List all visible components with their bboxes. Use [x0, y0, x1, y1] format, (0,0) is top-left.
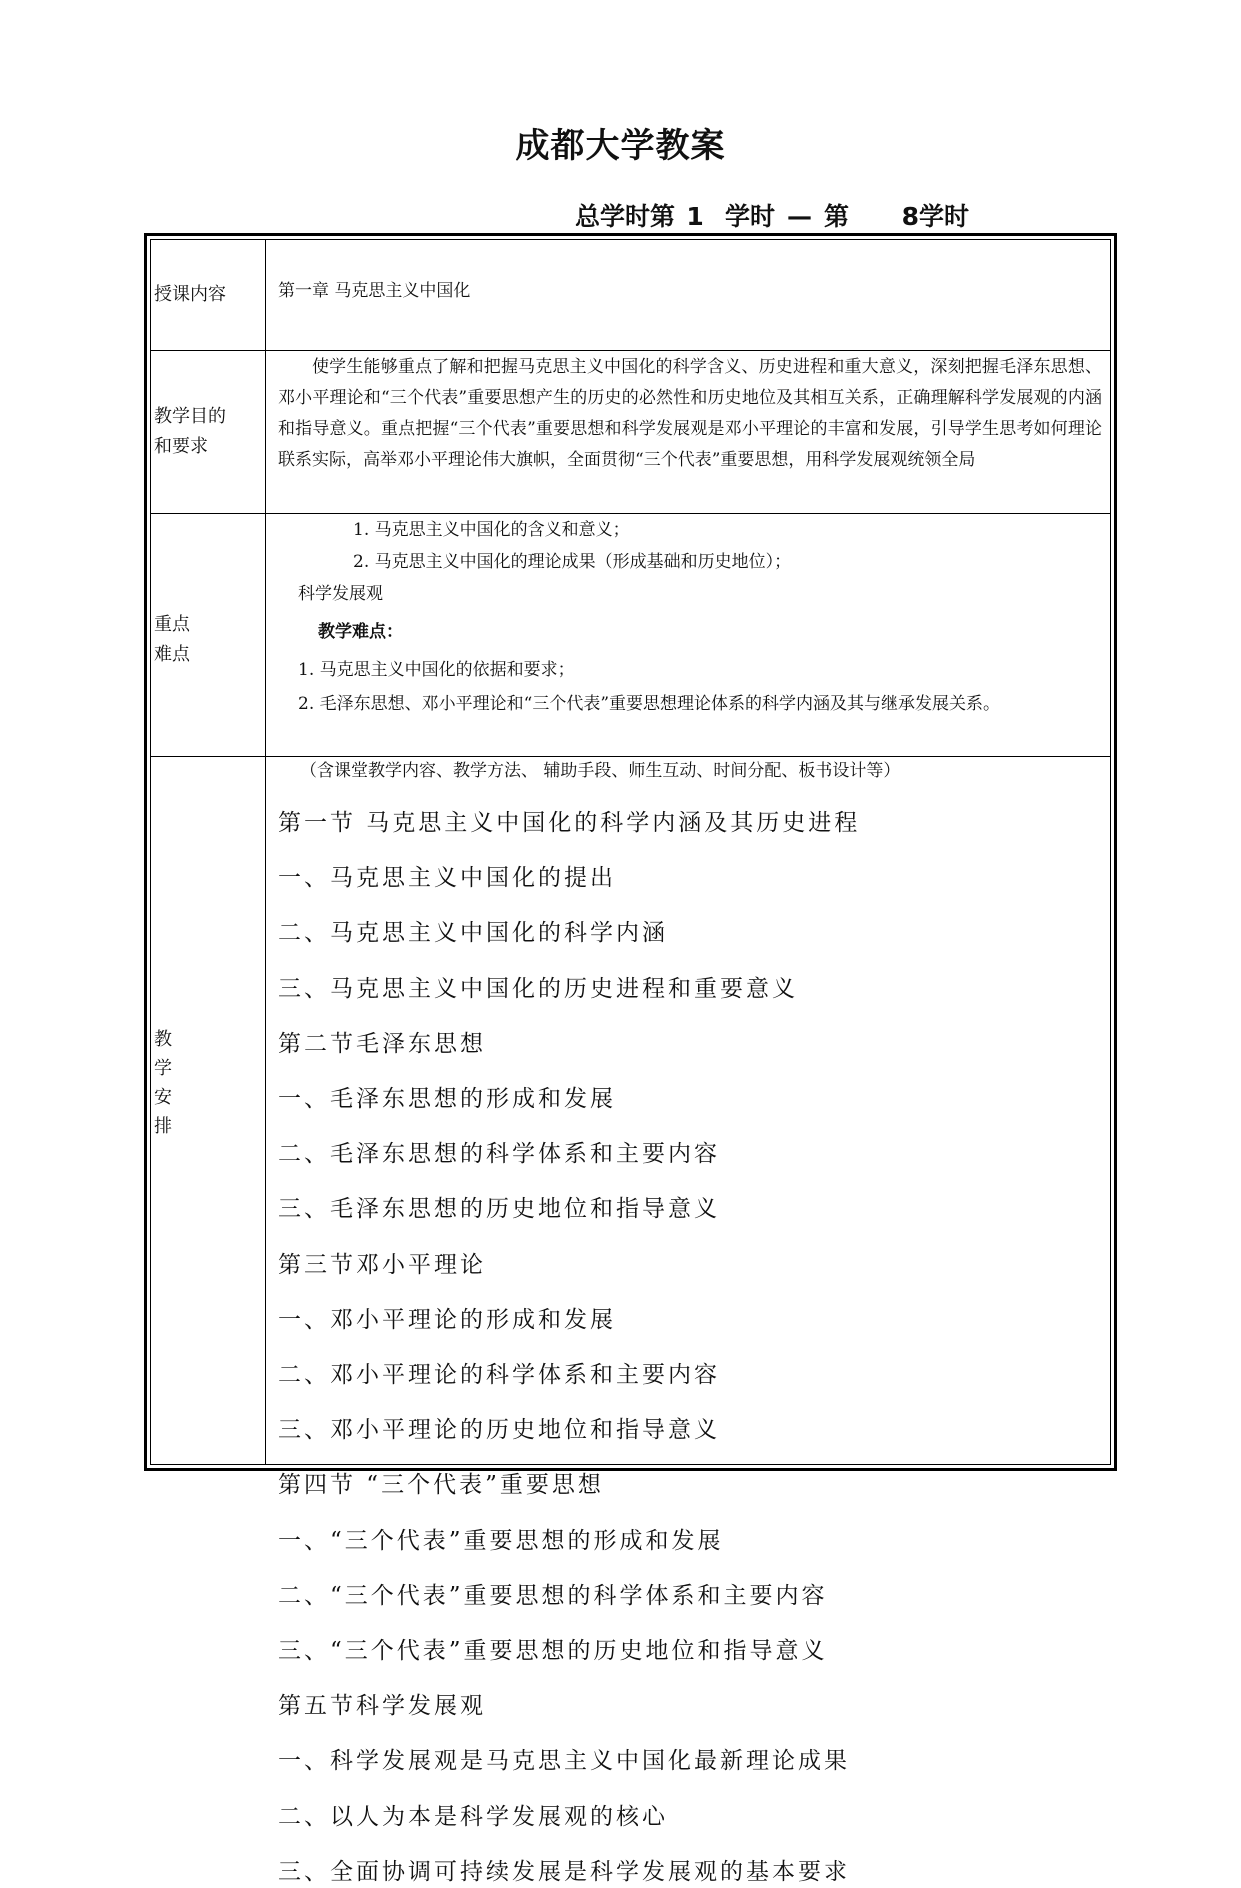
outline-line: 一、马克思主义中国化的提出: [278, 865, 616, 892]
hours-mid: 第: [824, 202, 850, 231]
hours-unit1: 学时: [725, 202, 776, 231]
hours-start: 1: [686, 202, 704, 231]
row-objectives: [151, 351, 1110, 514]
outline-line: 一、毛泽东思想的形成和发展: [278, 1086, 616, 1113]
outline-line: 三、毛泽东思想的历史地位和指导意义: [278, 1196, 720, 1223]
hours-end: 8: [901, 202, 920, 231]
outline-line: 二、马克思主义中国化的科学内涵: [278, 920, 668, 947]
outline-line: 二、邓小平理论的科学体系和主要内容: [278, 1362, 720, 1389]
arrangement-note: （含课堂教学内容、教学方法、 辅助手段、师生互动、时间分配、板书设计等）: [300, 761, 901, 781]
keypoint-item: 科学发展观: [298, 584, 383, 604]
label-keypoints: 重点 难点: [151, 514, 266, 756]
outline-line: 第二节毛泽东思想: [278, 1030, 486, 1057]
difficulty-item: 2. 毛泽东思想、邓小平理论和“三个代表”重要思想理论体系的科学内涵及其与继承发展关系。: [298, 694, 1001, 714]
cell-keypoints: [267, 514, 1110, 756]
label-course-content: 授课内容: [151, 240, 266, 350]
difficulty-item: 1. 马克思主义中国化的依据和要求；: [298, 660, 575, 680]
outline-line: 一、科学发展观是马克思主义中国化最新理论成果: [278, 1748, 850, 1775]
outline-line: 第四节 “三个代表”重要思想: [278, 1472, 604, 1499]
outline-line: 二、毛泽东思想的科学体系和主要内容: [278, 1141, 720, 1168]
outline-line: 一、“三个代表”重要思想的形成和发展: [278, 1527, 724, 1554]
outline-line: 第三节邓小平理论: [278, 1251, 486, 1278]
row-arrangement: [151, 757, 1110, 1885]
row-course-content: [151, 240, 1110, 351]
cell-course-content: [267, 240, 1110, 350]
outline-line: 第一节 马克思主义中国化的科学内涵及其历史进程: [278, 810, 861, 836]
keypoint-item: 2. 马克思主义中国化的理论成果（形成基础和历史地位）；: [353, 552, 792, 572]
outline-line: 二、“三个代表”重要思想的科学体系和主要内容: [278, 1582, 828, 1609]
hours-dash: —: [787, 202, 813, 231]
cell-arrangement: [267, 757, 1110, 1885]
label-arrangement: 教 学 安 排: [151, 757, 266, 1464]
cell-objectives: [267, 351, 1110, 513]
hours-unit2: 学时: [919, 202, 970, 231]
page-title: 成都大学教案: [515, 126, 726, 166]
objectives-text: 使学生能够重点了解和把握马克思主义中国化的科学含义、历史进程和重大意义，深刻把握毛泽东思想、邓小平理论和“三个代表”重要思想产生的历史的必然性和历史地位及其相互关系，正确理解科学发展观的内涵和指导意义。重点把握“三个代表”重要思想和科学发展观是邓小平理论的丰富和发展，引导学生思考如何理论联系实际，高举邓小平理论伟大旗帜，全面贯彻“三个代表”重要思想，用科学发展观统领全局: [278, 357, 1102, 470]
hours-prefix: 总学时第: [575, 202, 676, 231]
outline-line: 三、“三个代表”重要思想的历史地位和指导意义: [278, 1638, 828, 1665]
outline-line: 第五节科学发展观: [278, 1693, 486, 1720]
chapter-title: 第一章 马克思主义中国化: [278, 281, 471, 301]
outline-line: 一、邓小平理论的形成和发展: [278, 1306, 616, 1333]
outline-line: 三、全面协调可持续发展是科学发展观的基本要求: [278, 1858, 850, 1885]
outline-line: 三、邓小平理论的历史地位和指导意义: [278, 1417, 720, 1444]
outline-line: 三、马克思主义中国化的历史进程和重要意义: [278, 975, 798, 1002]
total-hours-line: [575, 197, 969, 233]
lesson-plan-table: [144, 233, 1117, 1885]
row-keypoints: [151, 514, 1110, 757]
keypoint-item: 1. 马克思主义中国化的含义和意义；: [353, 520, 630, 540]
outline-line: 二、以人为本是科学发展观的核心: [278, 1803, 668, 1830]
difficulty-heading: 教学难点：: [318, 622, 403, 642]
label-objectives: 教学目的 和要求: [151, 351, 266, 513]
